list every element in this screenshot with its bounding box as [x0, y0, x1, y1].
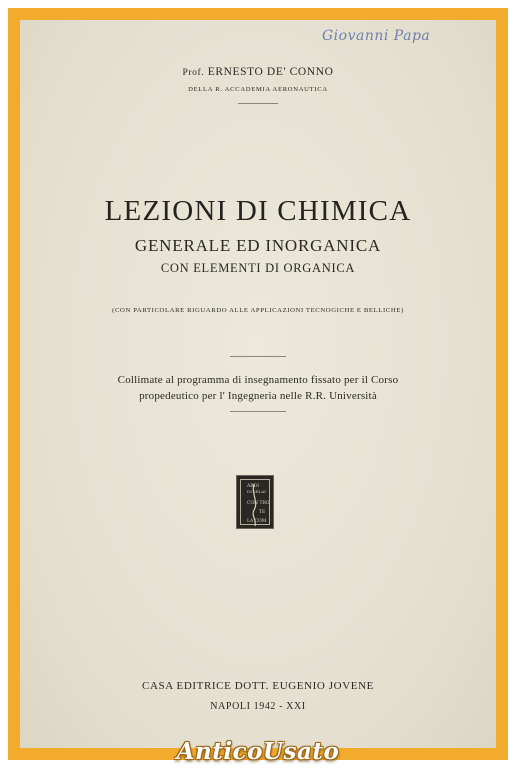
- publisher-place-date: NAPOLI 1942 - XXI: [210, 701, 306, 712]
- emblem-text: CON TRO: [247, 501, 270, 506]
- divider-middle-top: [230, 356, 286, 357]
- author-prefix: Prof.: [182, 68, 205, 78]
- emblem-text: LA COM: [247, 519, 267, 524]
- publisher-emblem: [236, 475, 274, 529]
- title-page: [20, 20, 496, 748]
- book-subtitle: GENERALE ED INORGANICA: [134, 236, 382, 255]
- handwritten-signature: Giovanni Papa: [322, 28, 431, 44]
- book-title: LEZIONI DI CHIMICA: [104, 195, 412, 227]
- emblem-text: DI SELAI: [247, 489, 266, 494]
- publisher-name: CASA EDITRICE DOTT. EUGENIO JOVENE: [142, 680, 374, 692]
- description: [20, 372, 496, 404]
- description-line: propedeutico per l' Ingegneria nelle R.R. Università: [139, 390, 377, 402]
- book-subtitle-secondary: CON ELEMENTI DI ORGANICA: [160, 261, 356, 275]
- emblem-text: ARDI: [247, 484, 260, 489]
- anticousato-watermark-logo: AnticoUsato: [176, 738, 340, 765]
- author-line: [20, 66, 496, 78]
- description-line: Collimate al programma di insegnamento fissato per il Corso: [117, 374, 399, 386]
- author-affiliation: DELLA R. ACCADEMIA AERONAUTICA: [188, 86, 328, 93]
- divider-top: [238, 103, 278, 104]
- author-name: ERNESTO DE' CONNO: [207, 66, 334, 78]
- emblem-art: [237, 476, 275, 530]
- divider-middle-bottom: [230, 411, 286, 412]
- emblem-text: TE: [259, 510, 266, 515]
- book-note: (CON PARTICOLARE RIGUARDO ALLE APPLICAZIONI TECNOGICHE E BELLICHE): [112, 307, 404, 314]
